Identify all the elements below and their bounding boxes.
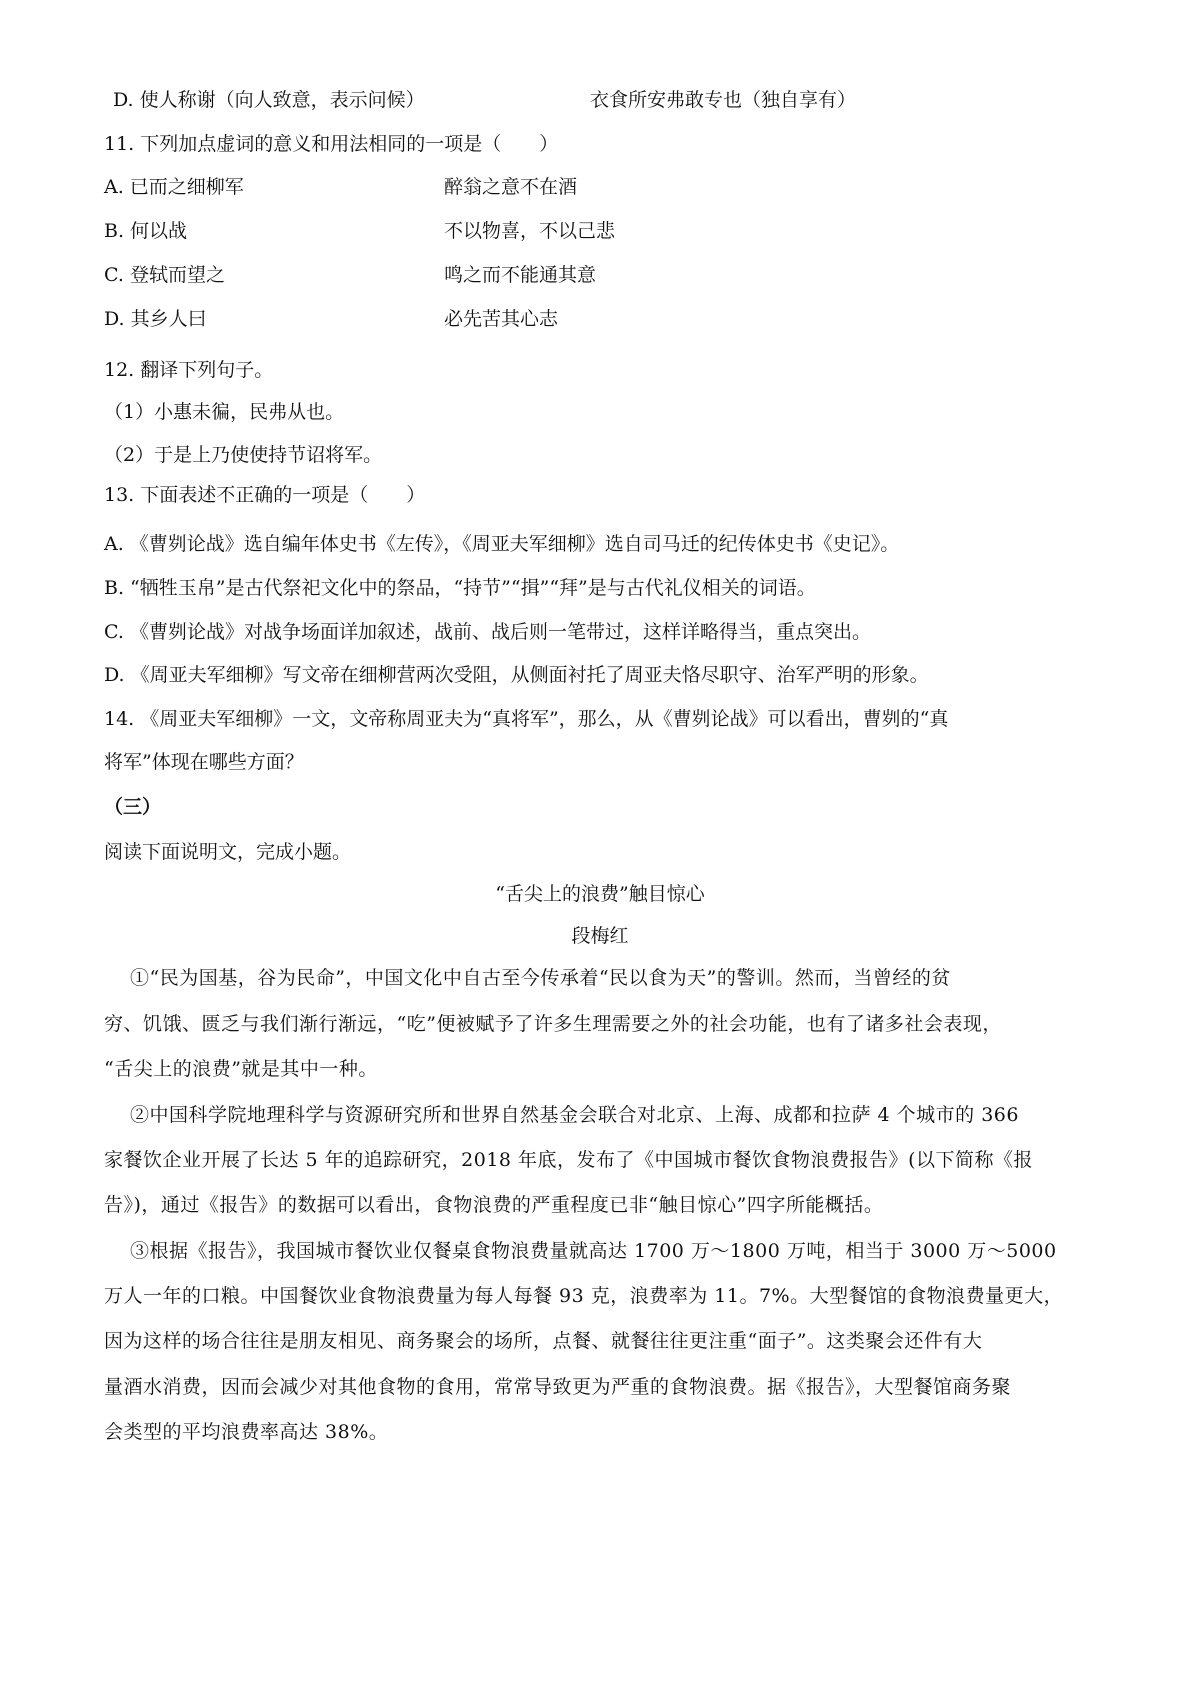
q11-option-b-right: 不以物喜，不以己悲 (444, 220, 616, 242)
q13-option-d: D. 《周亚夫军细柳》写文帝在细柳营两次受阻，从侧面衬托了周亚夫恪尽职守、治军严明的形象。 (104, 664, 929, 686)
article-title: “舌尖上的浪费”触目惊心 (495, 883, 705, 905)
q13-option-b: B. “牺牲玉帛”是古代祭祀文化中的祭品，“持节”“揖”“拜”是与古代礼仪相关的词语。 (104, 577, 816, 599)
q13-stem: 13. 下面表述不正确的一项是（ ） (104, 484, 426, 506)
paragraph-2-line-1: ②中国科学院地理科学与资源研究所和世界自然基金会联合对北京、上海、成都和拉萨 4 个城市的 366 (130, 1104, 1019, 1126)
q12-stem: 12. 翻译下列句子。 (104, 359, 274, 381)
paragraph-2-line-2: 家餐饮企业开展了长达 5 年的追踪研究，2018 年底，发布了《中国城市餐饮食物浪费报告》(以下简称《报 (104, 1149, 1033, 1171)
q10-option-d-left: D. 使人称谢（向人致意，表示问候） (113, 89, 425, 111)
q13-option-c: C. 《曹刿论战》对战争场面详加叙述，战前、战后则一笔带过，这样详略得当，重点突出。 (104, 621, 871, 643)
paragraph-1-line-3: “舌尖上的浪费”就是其中一种。 (104, 1058, 378, 1080)
paragraph-3-line-3: 因为这样的场合往往是朋友相见、商务聚会的场所，点餐、就餐往往更注重“面子”。这类聚会还件有大 (104, 1330, 983, 1352)
q14-line-1: 14. 《周亚夫军细柳》一文，文帝称周亚夫为“真将军”，那么，从《曹刿论战》可以看出，曹刿的“真 (104, 708, 949, 730)
q12-item-2: （2）于是上乃使使持节诏将军。 (104, 444, 383, 466)
paragraph-3-line-2: 万人一年的口粮。中国餐饮业食物浪费量为每人每餐 93 克，浪费率为 11。7%。大型餐馆的食物浪费量更大， (104, 1285, 1064, 1307)
q11-option-c-right: 鸣之而不能通其意 (444, 264, 597, 286)
q11-option-d-left: D. 其乡人曰 (104, 308, 207, 330)
q11-stem: 11. 下列加点虚词的意义和用法相同的一项是（ ） (104, 133, 559, 155)
reading-instruction: 阅读下面说明文，完成小题。 (104, 841, 352, 863)
q11-option-a-right: 醉翁之意不在酒 (444, 176, 578, 198)
q13-option-a: A. 《曹刿论战》选自编年体史书《左传》，《周亚夫军细柳》选自司马迁的纪传体史书《史记》。 (104, 533, 900, 555)
q10-option-d-right: 衣食所安弗敢专也（独自享有） (590, 89, 857, 111)
paragraph-1-line-1: ①“民为国基，谷为民命”，中国文化中自古至今传承着“民以食为天”的警训。然而，当曾经的贫 (130, 967, 951, 989)
paragraph-2-line-3: 告》)，通过《报告》的数据可以看出，食物浪费的严重程度已非“触目惊心”四字所能概括。 (104, 1194, 884, 1216)
article-author: 段梅红 (571, 925, 629, 947)
q12-item-1: （1）小惠未徧，民弗从也。 (104, 401, 345, 423)
paragraph-3-line-5: 会类型的平均浪费率高达 38%。 (104, 1421, 389, 1443)
q11-option-c-left: C. 登轼而望之 (104, 264, 225, 286)
paragraph-3-line-1: ③根据《报告》，我国城市餐饮业仅餐桌食物浪费量就高达 1700 万～1800 万吨，相当于 3000 万～5000 (130, 1240, 1057, 1262)
paragraph-1-line-2: 穷、饥饿、匮乏与我们渐行渐远，“吃”便被赋予了许多生理需要之外的社会功能，也有了诸多社会表现， (104, 1013, 1002, 1035)
q11-option-a-left: A. 已而之细柳军 (104, 176, 244, 198)
q11-option-d-right: 必先苦其心志 (444, 308, 559, 330)
q11-option-b-left: B. 何以战 (104, 220, 188, 242)
section-heading: （三） (104, 796, 162, 818)
q14-line-2: 将军”体现在哪些方面？ (104, 751, 304, 773)
paragraph-3-line-4: 量酒水消费，因而会减少对其他食物的食用，常常导致更为严重的食物浪费。据《报告》，大型餐馆商务聚 (104, 1376, 1012, 1398)
